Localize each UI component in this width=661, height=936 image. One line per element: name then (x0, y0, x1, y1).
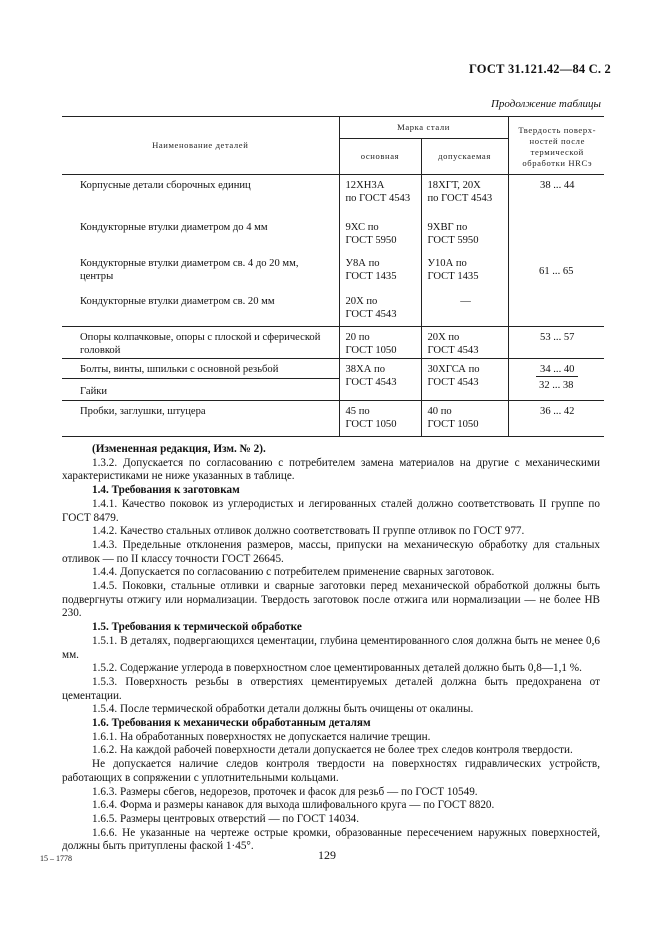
alt-grade (421, 401, 508, 437)
part-name: Кондукторные втулки диаметром св. 4 до 20 мм, центры (80, 257, 299, 282)
paragraph: 1.4.2. Качество стальных отливок должно соответствовать II группе отливок по ГОСТ 977. (92, 525, 525, 538)
paragraph: 1.6.1. На обработанных поверхностях не допускается наличие трещин. (92, 730, 431, 743)
paragraph: 1.6.4. Форма и размеры канавок для выхода шлифовального круга — по ГОСТ 8820. (92, 799, 495, 812)
table-row (62, 379, 604, 401)
grade-standard: ГОСТ 1050 (345, 419, 397, 430)
main-grade (339, 359, 421, 401)
table-continuation-label: Продолжение таблицы (490, 98, 601, 110)
section-title: 1.6. Требования к механически обработанным деталям (92, 717, 371, 730)
grade: 20Х по (427, 332, 460, 343)
alt-grade (421, 291, 508, 327)
part-name: Корпусные детали сборочных единиц (80, 180, 251, 191)
part-name: Гайки (80, 386, 108, 397)
print-mark: 15 – 1778 (40, 854, 72, 863)
grade-standard: ГОСТ 4543 (345, 308, 397, 320)
grade-standard: ГОСТ 4543 (427, 345, 479, 356)
header-part-name: Наименование деталей (62, 117, 339, 175)
grade: 12ХН3А (345, 180, 385, 191)
paragraph: 1.5.2. Содержание углерода в поверхностном слое цементированных деталей должно быть 0,8—1,1 %. (92, 662, 582, 675)
alt-grade (421, 253, 508, 291)
page-number: 129 (318, 848, 336, 862)
grade-standard: ГОСТ 4543 (345, 377, 397, 388)
part-name: Болты, винты, шпильки с основной резьбой (62, 359, 339, 379)
section-title: 1.5. Требования к термической обработке (92, 621, 302, 634)
header-allowed: допускаемая (421, 139, 508, 175)
alt-grade (421, 175, 508, 217)
paragraph: 1.5.1. В деталях, подвергающихся цементации, глубина цементированного слоя должна быть не менее 0,6 мм. (62, 634, 600, 661)
amendment-note: (Измененная редакция, Изм. № 2). (92, 443, 266, 455)
main-grade (339, 327, 421, 359)
header-main: основная (339, 139, 421, 175)
paragraph: Не допускается наличие следов контроля твердости на поверхностях гидравлических устройств, работающих в сопряжении с уплотнительными кольцами. (62, 758, 600, 784)
hardness-value: 53 ... 57 (508, 327, 604, 359)
part-name: Кондукторные втулки диаметром до 4 мм (80, 221, 268, 233)
main-grade (339, 253, 421, 291)
grade-standard: ГОСТ 1435 (427, 270, 479, 282)
part-name: Пробки, заглушки, штуцера (80, 406, 206, 417)
paragraph: 1.4.5. Поковки, стальные отливки и сварные заготовки перед механической обработкой должны быть подвергнуты отжигу или нормализации. Твердость заготовок после отжига или нормализации — не более НВ 230. (62, 580, 600, 620)
paragraph: 1.6.5. Размеры центровых отверстий — по ГОСТ 14034. (92, 812, 360, 825)
paragraph: 1.6.6. Не указанные на чертеже острые кромки, образованные пересечением наружных поверхностей, должны быть притуплены фаской 1·45°. (62, 826, 600, 853)
header-steel-grade: Марка стали (339, 117, 508, 139)
paragraph: 1.4.3. Предельные отклонения размеров, массы, припуски на механическую обработку для стальных отливок — по II классу точности ГОСТ 26645. (62, 538, 600, 565)
hardness-value: 36 ... 42 (508, 401, 604, 437)
section-title: 1.4. Требования к заготовкам (92, 484, 240, 497)
grade-standard: ГОСТ 1050 (345, 345, 397, 356)
paragraph: 1.5.3. Поверхность резьбы в отверстиях цементируемых деталей должна быть предохранена от цементации. (62, 675, 600, 702)
paragraph: 1.3.2. Допускается по согласованию с потребителем замена материалов на другие с механическими характеристиками не ниже указанных в таблице. (62, 456, 600, 483)
grade-standard: по ГОСТ 4543 (345, 193, 411, 204)
header-hardness: Твердость поверх-ностей после термической обработки HRCэ (508, 117, 604, 175)
grade: 38ХА по (345, 364, 386, 375)
grade: 40 по (427, 406, 452, 417)
table-row (62, 327, 604, 359)
table-row (62, 359, 604, 379)
grade: 9ХВГ по (427, 221, 468, 233)
alt-grade (421, 217, 508, 253)
hardness-value: 38 ... 44 (508, 175, 604, 217)
grade-standard: ГОСТ 5950 (345, 234, 397, 246)
grade-standard: ГОСТ 5950 (427, 234, 479, 246)
main-grade (339, 291, 421, 327)
paragraph: 1.6.3. Размеры сбегов, недорезов, проточек и фасок для резьб — по ГОСТ 10549. (92, 785, 478, 798)
part-name: Опоры колпачковые, опоры с плоской и сферической головкой (80, 332, 321, 356)
body-text (62, 443, 600, 854)
part-name: Кондукторные втулки диаметром св. 20 мм (80, 295, 275, 307)
grade: 20Х по (345, 295, 378, 307)
table-row (62, 175, 604, 217)
grade-standard: ГОСТ 1050 (427, 419, 479, 430)
table-row (62, 401, 604, 437)
grade-standard: ГОСТ 1435 (345, 270, 397, 282)
grade-standard: по ГОСТ 4543 (427, 193, 493, 204)
grade: У8А по (345, 257, 380, 269)
alt-grade (421, 327, 508, 359)
grade: 45 по (345, 406, 370, 417)
dash: — (460, 295, 471, 307)
table-row (62, 217, 604, 253)
alt-grade (421, 359, 508, 401)
grade: 9ХС по (345, 221, 379, 233)
main-grade (339, 401, 421, 437)
standard-reference: ГОСТ 31.121.42—84 С. 2 (468, 62, 611, 76)
hardness-value: 34 ... 40 (508, 359, 604, 379)
paragraph: 1.5.4. После термической обработки детали должны быть очищены от окалины. (92, 703, 474, 716)
grade: У10А по (427, 257, 467, 269)
paragraph: 1.4.4. Допускается по согласованию с потребителем применение сварных заготовок. (92, 566, 495, 579)
grade: 20 по (345, 332, 370, 343)
paragraph: 1.4.1. Качество поковок из углеродистых и легированных сталей должно соответствовать II группе по ГОСТ 8479. (62, 497, 600, 524)
grade-standard: ГОСТ 4543 (427, 377, 479, 388)
hardness-value: 61 ... 65 (508, 217, 604, 327)
materials-table (62, 116, 604, 437)
hardness-value: 32 ... 38 (508, 379, 604, 401)
main-grade (339, 217, 421, 253)
grade: 18ХГТ, 20Х (427, 180, 481, 191)
paragraph: 1.6.2. На каждой рабочей поверхности детали допускается не более трех следов контроля твердости. (92, 744, 573, 757)
grade: 30ХГСА по (427, 364, 480, 375)
main-grade (339, 175, 421, 217)
